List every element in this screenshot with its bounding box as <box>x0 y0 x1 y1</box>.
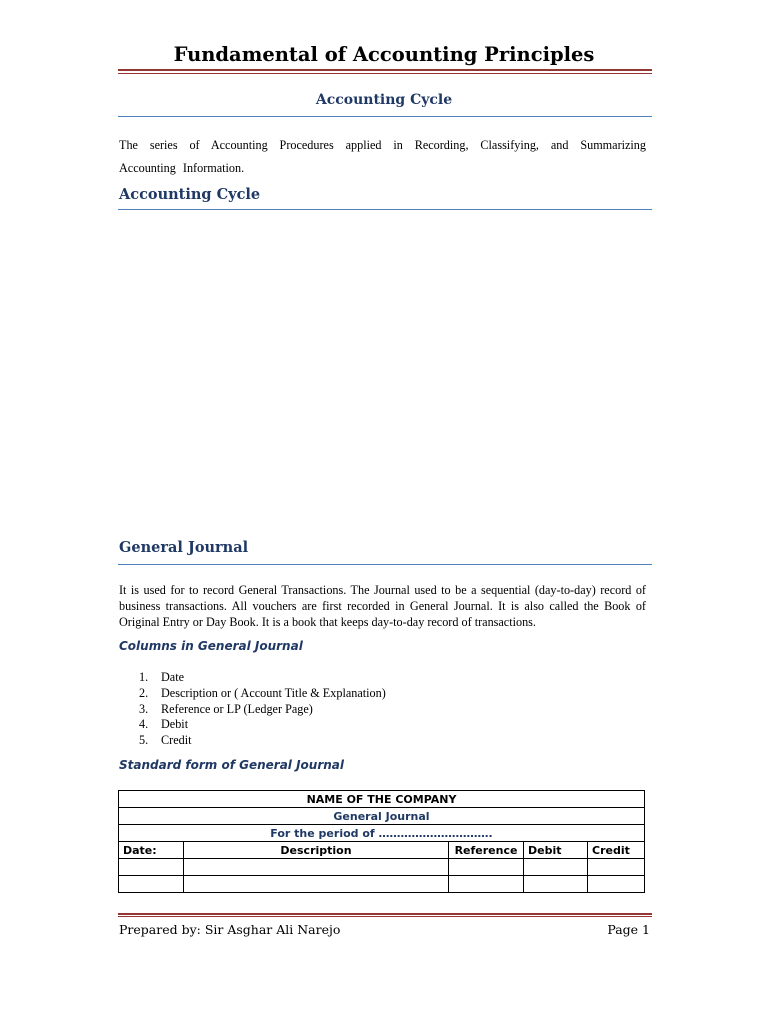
table-cell <box>524 859 588 876</box>
credit-header: Credit <box>588 842 645 859</box>
general-journal-divider <box>118 564 652 565</box>
list-item: 4. Debit <box>139 717 189 732</box>
accounting-cycle-divider <box>118 209 652 210</box>
table-row <box>119 791 645 808</box>
table-cell <box>449 876 524 893</box>
standard-form-heading: Standard form of General Journal <box>119 758 344 772</box>
list-item: 3. Reference or LP (Ledger Page) <box>139 701 313 716</box>
subtitle-divider <box>118 116 652 117</box>
journal-title-cell: General Journal <box>119 808 645 825</box>
table-cell <box>184 876 449 893</box>
footer-divider <box>118 913 652 917</box>
company-name-cell: NAME OF THE COMPANY <box>119 791 645 808</box>
title-divider <box>118 69 652 74</box>
columns-list <box>139 670 386 749</box>
table-cell <box>119 876 184 893</box>
list-item: 1. Date <box>139 670 185 684</box>
table-row <box>119 825 645 842</box>
table-row <box>119 876 645 893</box>
period-cell: For the period of …………………………. <box>119 825 645 842</box>
general-journal-paragraph: It is used for to record General Transactions. The Journal used to be a sequential (day-to-day) record of business transactions. All vouchers are first recorded in General Journal. It is also called the Book of Original Entry or Day Book. It is a book that keeps day-to-day record of transactions. <box>119 583 646 629</box>
table-cell <box>588 859 645 876</box>
intro-paragraph: The series of Accounting Procedures applied in Recording, Classifying, and Summarizing Accounting Information. <box>119 138 646 175</box>
table-cell <box>184 859 449 876</box>
general-journal-heading: General Journal <box>119 539 249 556</box>
reference-header: Reference <box>449 842 524 859</box>
accounting-cycle-heading: Accounting Cycle <box>119 186 261 203</box>
date-header: Date: <box>119 842 184 859</box>
footer-prepared-by: Prepared by: Sir Asghar Ali Narejo <box>119 922 341 937</box>
footer-page-number: Page 1 <box>607 922 650 937</box>
page-title: Fundamental of Accounting Principles <box>173 43 595 66</box>
page-subtitle: Accounting Cycle <box>315 92 453 108</box>
general-journal-table <box>118 790 645 893</box>
list-item: 2. Description or ( Account Title & Explanation) <box>139 685 386 700</box>
description-header: Description <box>184 842 449 859</box>
table-row <box>119 859 645 876</box>
table-cell <box>524 876 588 893</box>
table-cell <box>449 859 524 876</box>
columns-heading: Columns in General Journal <box>119 639 303 653</box>
table-row <box>119 808 645 825</box>
list-item: 5. Credit <box>139 733 192 748</box>
table-cell <box>119 859 184 876</box>
debit-header: Debit <box>524 842 588 859</box>
table-cell <box>588 876 645 893</box>
table-row <box>119 842 645 859</box>
